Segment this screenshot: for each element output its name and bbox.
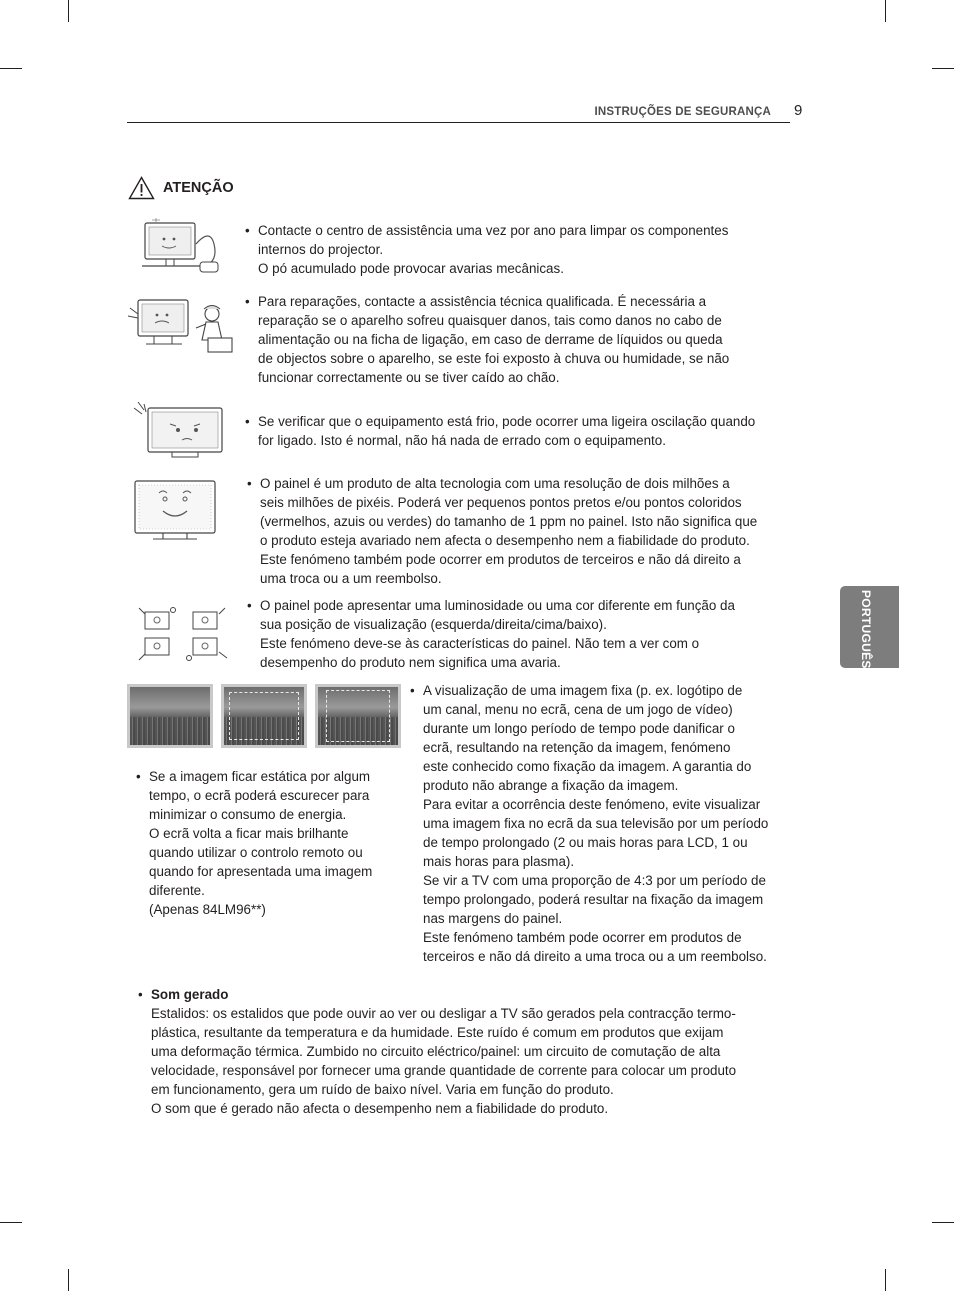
language-tab-label: PORTUGUÊS bbox=[859, 590, 873, 669]
list-item-line: quando utilizar o controlo remoto ou bbox=[149, 845, 363, 860]
list-item-line: nas margens do painel. bbox=[423, 911, 563, 926]
list-item bbox=[410, 681, 803, 966]
image-retention-photo-3 bbox=[315, 684, 401, 748]
crop-mark bbox=[68, 1269, 69, 1291]
crop-mark bbox=[885, 0, 886, 22]
list-item-line: funcionar correctamente ou se tiver caído ao chão. bbox=[258, 370, 560, 385]
list-item-line: desempenho do produto nem significa uma avaria. bbox=[260, 655, 561, 670]
list-item-line: diferente. bbox=[149, 883, 205, 898]
list-item bbox=[247, 474, 800, 588]
list-item-line: Para reparações, contacte a assistência técnica qualificada. É necessária a bbox=[258, 294, 707, 309]
image-retention-photo-2 bbox=[221, 684, 307, 748]
tv-viewing-angle-illustration bbox=[137, 606, 233, 662]
list-item-line: A visualização de uma imagem fixa (p. ex. logótipo de bbox=[423, 683, 743, 698]
attention-label: ATENÇÃO bbox=[163, 180, 234, 196]
sound-line: em funcionamento, gera um ruído de baixo nível. Varia em função do produto. bbox=[151, 1082, 614, 1097]
bullet: • bbox=[247, 476, 252, 491]
list-item-line: de objectos sobre o aparelho, se este foi exposto à chuva ou humidade, se não bbox=[258, 351, 730, 366]
list-item-line: Este fenómeno deve-se às características do painel. Não tem a ver com o bbox=[260, 636, 700, 651]
list-item-line: Para evitar a ocorrência deste fenómeno, evite visualizar bbox=[423, 797, 761, 812]
crop-mark bbox=[932, 68, 954, 69]
list-item-line: (Apenas 84LM96**) bbox=[149, 902, 266, 917]
bullet: • bbox=[245, 294, 250, 309]
list-item-line: este conhecido como fixação da imagem. A garantia do bbox=[423, 759, 752, 774]
bullet: • bbox=[247, 598, 252, 613]
list-item-line: uma troca ou a um reembolso. bbox=[260, 571, 442, 586]
list-item-line: um canal, menu no ecrã, cena de um jogo de vídeo) bbox=[423, 702, 733, 717]
list-item-line: sua posição de visualização (esquerda/direita/cima/baixo). bbox=[260, 617, 607, 632]
list-item-line: seis milhões de pixéis. Poderá ver pequenos pontos pretos e/ou pontos coloridos bbox=[260, 495, 742, 510]
header-rule bbox=[127, 122, 790, 123]
list-item-line: O painel é um produto de alta tecnologia com uma resolução de dois milhões a bbox=[260, 476, 730, 491]
bullet: • bbox=[138, 987, 143, 1002]
list-item-line: Se a imagem ficar estática por algum bbox=[149, 769, 371, 784]
crop-mark bbox=[0, 68, 22, 69]
crop-mark bbox=[0, 1222, 22, 1223]
list-item-line: Contacte o centro de assistência uma vez por ano para limpar os componentes bbox=[258, 223, 729, 238]
list-item-line: O ecrã volta a ficar mais brilhante bbox=[149, 826, 349, 841]
list-item bbox=[245, 221, 798, 278]
sound-line: plástica, resultante da temperatura e da humidade. Este ruído é comum em produtos que exijam bbox=[151, 1025, 724, 1040]
sound-line: O som que é gerado não afecta o desempenho nem a fiabilidade do produto. bbox=[151, 1101, 609, 1116]
list-item-line: durante um longo período de tempo pode danificar o bbox=[423, 721, 735, 736]
list-item-line: quando for apresentada uma imagem bbox=[149, 864, 373, 879]
list-item-line: Se vir a TV com uma proporção de 4:3 por um período de bbox=[423, 873, 766, 888]
list-item-line: tempo, o ecrã poderá escurecer para bbox=[149, 788, 370, 803]
list-item-line: Este fenómeno também pode ocorrer em produtos de bbox=[423, 930, 742, 945]
list-item-line: for ligado. Isto é normal, não há nada de errado com o equipamento. bbox=[258, 433, 666, 448]
sound-line: velocidade, responsável por fornecer uma grande quantidade de corrente para colocar um produto bbox=[151, 1063, 737, 1078]
list-item-line: o produto esteja avariado nem afecta o desempenho nem a fiabilidade do produto. bbox=[260, 533, 750, 548]
list-item-line: tempo prolongado, poderá resultar na fixação da imagem bbox=[423, 892, 764, 907]
list-item bbox=[136, 767, 399, 919]
attention-heading bbox=[128, 176, 234, 200]
tv-cold-illustration bbox=[132, 400, 232, 462]
sound-line: uma deformação térmica. Zumbido no circuito eléctrico/painel: um circuito de comutação de alta bbox=[151, 1044, 721, 1059]
list-item-line: O pó acumulado pode provocar avarias mecânicas. bbox=[258, 261, 564, 276]
warning-triangle-icon bbox=[128, 176, 155, 200]
bullet: • bbox=[245, 223, 250, 238]
list-item-line: mais horas para plasma). bbox=[423, 854, 575, 869]
list-item-line: O painel pode apresentar uma luminosidade ou uma cor diferente em função da bbox=[260, 598, 735, 613]
bullet: • bbox=[245, 414, 250, 429]
running-head: INSTRUÇÕES DE SEGURANÇA bbox=[594, 106, 771, 118]
list-item-line: de tempo prolongado (2 ou mais horas para LCD, 1 ou bbox=[423, 835, 748, 850]
page-number: 9 bbox=[794, 102, 803, 119]
list-item-line: (vermelhos, azuis ou verdes) do tamanho de 1 ppm no painel. Isto não significa que bbox=[260, 514, 758, 529]
list-item-line: produto não abrange a fixação da imagem. bbox=[423, 778, 679, 793]
sound-section bbox=[138, 985, 791, 1118]
tv-repair-illustration bbox=[126, 294, 238, 360]
sound-line: Estalidos: os estalidos que pode ouvir ao ver ou desligar a TV são gerados pela contracção termo- bbox=[151, 1006, 736, 1021]
bullet: • bbox=[136, 769, 141, 784]
list-item-line: ecrã, resultando na retenção da imagem, fenómeno bbox=[423, 740, 731, 755]
list-item-line: internos do projector. bbox=[258, 242, 384, 257]
list-item-line: minimizar o consumo de energia. bbox=[149, 807, 347, 822]
bullet: • bbox=[410, 683, 415, 698]
crop-mark bbox=[68, 0, 69, 22]
list-item bbox=[245, 292, 798, 387]
image-retention-photo-1 bbox=[127, 684, 213, 748]
list-item-line: uma imagem fixa no ecrã da sua televisão por um período bbox=[423, 816, 769, 831]
language-tab bbox=[840, 586, 899, 668]
list-item-line: terceiros e não dá direito a uma troca ou a um reembolso. bbox=[423, 949, 767, 964]
tv-pixels-illustration bbox=[133, 479, 217, 543]
list-item-line: Este fenómeno também pode ocorrer em produtos de terceiros e não dá direito a bbox=[260, 552, 741, 567]
list-item-line: reparação se o aparelho sofreu quaisquer danos, tais como danos no cabo de bbox=[258, 313, 722, 328]
crop-mark bbox=[885, 1269, 886, 1291]
list-item-line: alimentação ou na ficha de ligação, em caso de derrame de líquidos ou queda bbox=[258, 332, 723, 347]
list-item bbox=[247, 596, 800, 672]
list-item-line: Se verificar que o equipamento está frio, pode ocorrer uma ligeira oscilação quando bbox=[258, 414, 756, 429]
sound-title: Som gerado bbox=[151, 987, 229, 1002]
tv-cleaning-illustration bbox=[136, 214, 232, 278]
crop-mark bbox=[932, 1222, 954, 1223]
list-item bbox=[245, 412, 798, 450]
